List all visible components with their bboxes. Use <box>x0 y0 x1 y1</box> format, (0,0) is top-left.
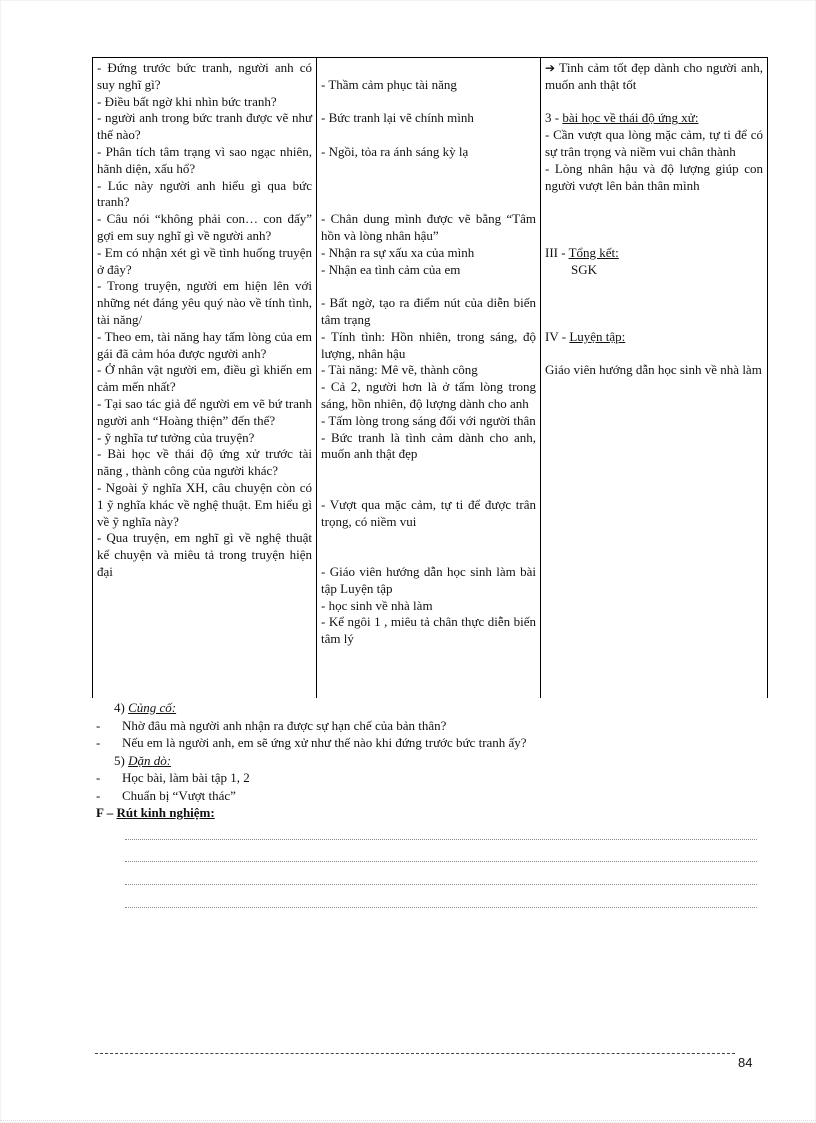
consolidate-heading: 4) Củng cố: <box>114 700 177 715</box>
list-item: - Chuẩn bị “Vượt thác” <box>96 787 236 803</box>
answer: - Bất ngờ, tạo ra điểm nút của diễn biến tâm trạng <box>321 295 536 327</box>
question: - Qua truyện, em nghĩ gì về nghệ thuật kể chuyện và miêu tả trong truyện hiện đại <box>97 530 312 579</box>
list-item: - Nhờ đâu mà người anh nhận ra được sự hạn chế của bản thân? <box>96 717 447 733</box>
question: - Câu nói “không phải con… con đấy” gợi em suy nghĩ gì về người anh? <box>97 211 312 243</box>
answer: - Bức tranh là tình cảm dành cho anh, muốn anh thật đẹp <box>321 429 536 462</box>
notes-column <box>541 58 768 699</box>
question: - Ngoài ỹ nghĩa XH, câu chuyện còn có 1 ỹ nghĩa khác về nghệ thuật. Em hiểu gì về ỹ nghĩa này? <box>97 479 312 529</box>
dotted-line <box>125 861 757 862</box>
question: - Điều bất ngờ khi nhìn bức tranh? <box>97 93 277 109</box>
answer: - Tính tình: Hồn nhiên, trong sáng, độ lượng, nhân hậu <box>321 328 536 361</box>
footer-divider <box>95 1053 735 1054</box>
answer: - học sinh về nhà làm <box>321 597 433 613</box>
question: - Bài học về thái độ ứng xử trước tài năng , thành công của người khác? <box>97 446 312 479</box>
question: - Em có nhận xét gì về tình huống truyện ở đây? <box>97 244 312 277</box>
note: ➔ Tình cảm tốt đẹp dành cho người anh, muốn anh thật tốt <box>545 60 763 92</box>
dotted-line <box>125 884 757 885</box>
answer: - Tài năng: Mê vẽ, thành công <box>321 362 478 378</box>
section-heading: 3 - bài học về thái độ ứng xử: <box>545 110 699 126</box>
list-item: - Nếu em là người anh, em sẽ ứng xử như thế nào khi đứng trước bức tranh ấy? <box>96 735 527 750</box>
answer: - Giáo viên hướng dẫn học sinh làm bài tập Luyện tập <box>321 563 536 596</box>
experience-heading: F – Rút kinh nghiệm: <box>96 805 215 820</box>
arrow-right-icon: ➔ <box>545 61 556 75</box>
question: - Theo em, tài năng hay tấm lòng của em gái đã cảm hóa được người anh? <box>97 328 312 361</box>
answer: - Chân dung mình được vẽ bằng “Tâm hồn và lòng nhân hậu” <box>321 211 536 243</box>
note: SGK <box>571 261 598 277</box>
answer: - Nhận ea tình cảm của em <box>321 261 461 277</box>
questions-column <box>93 58 317 699</box>
note: - Lòng nhân hậu và độ lượng giúp con người vượt lên bản thân mình <box>545 160 763 193</box>
note: - Cần vượt qua lòng mặc cảm, tự ti để có sự trân trọng và niềm vui chân thành <box>545 127 763 159</box>
note: Giáo viên hướng dẫn học sinh về nhà làm <box>545 362 762 378</box>
question: - ỹ nghĩa tư tưởng của truyện? <box>97 429 255 445</box>
page-number: 84 <box>738 1055 753 1070</box>
answer: - Nhận ra sự xấu xa của mình <box>321 244 475 260</box>
dotted-line <box>125 839 757 840</box>
answers-column <box>317 58 541 699</box>
answer: - Kể ngôi 1 , miêu tả chân thực diễn biến tâm lý <box>321 614 536 647</box>
answer: - Bức tranh lại vẽ chính mình <box>321 110 474 126</box>
answer: - Ngồi, tỏa ra ánh sáng kỳ lạ <box>321 143 469 159</box>
question: - Ở nhân vật người em, điều gì khiến em cảm mến nhất? <box>97 362 312 395</box>
question: - Phân tích tâm trạng vì sao ngạc nhiên, hãnh diện, xấu hổ? <box>97 143 312 176</box>
homework-heading: 5) Dặn dò: <box>114 752 172 768</box>
question: - người anh trong bức tranh được vẽ như thế nào? <box>97 110 312 143</box>
section-heading: IV - Luyện tập: <box>545 328 626 344</box>
dotted-line <box>125 907 757 908</box>
question: - Tại sao tác giả để người em vẽ bứ tranh người anh “Hoàng thiện” đến thế? <box>97 395 312 428</box>
answer: - Vượt qua mặc cảm, tự ti để được trân trọng, có niềm vui <box>321 496 536 529</box>
answer: - Tấm lòng trong sáng đối với người thân <box>321 412 536 428</box>
lesson-table <box>92 57 768 698</box>
after-table-section <box>96 699 766 822</box>
question: - Lúc này người anh hiểu gì qua bức tranh? <box>97 177 312 210</box>
section-heading: III - Tổng kết: <box>545 244 619 260</box>
page-edge <box>0 1120 816 1121</box>
question: - Trong truyện, người em hiện lên với những nét đáng yêu quý nào về tính tình, tài năng/ <box>97 278 312 327</box>
answer: - Thầm cảm phục tài năng <box>321 76 457 92</box>
list-item: - Học bài, làm bài tập 1, 2 <box>96 770 250 785</box>
answer: - Cả 2, người hơn là ở tấm lòng trong sáng, hồn nhiên, độ lượng dành cho anh <box>321 379 536 411</box>
question: - Đứng trước bức tranh, người anh có suy nghĩ gì? <box>97 60 312 92</box>
